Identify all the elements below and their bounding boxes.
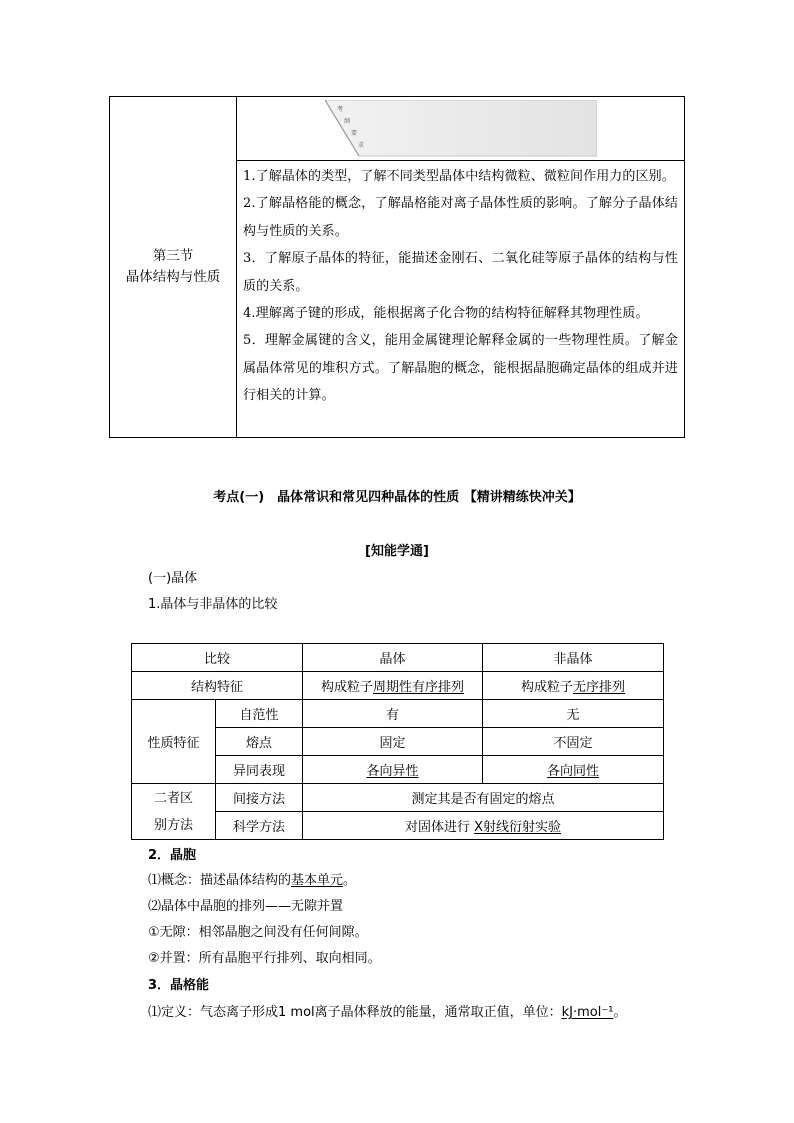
section-title: 考点(一) 晶体常识和常见四种晶体的性质 【精讲精练快冲关】 [213, 490, 581, 505]
table-header: 非晶体 [483, 644, 664, 672]
table-cell: 性质特征 [132, 700, 216, 784]
table-row [132, 784, 664, 812]
body-key: 基本单元 [291, 873, 344, 888]
banner-graphic [325, 100, 597, 158]
body-text: 。 [343, 873, 357, 888]
comparison-table [131, 643, 664, 840]
banner-word: 要 [351, 130, 358, 137]
body-line [148, 1001, 626, 1020]
table-cell: 无 [483, 700, 664, 728]
cell-text: 别方法 [153, 817, 193, 833]
table-cell: 固定 [303, 728, 483, 756]
body-line [148, 869, 356, 888]
table-cell [303, 812, 664, 840]
table-row [132, 672, 664, 700]
cell-key: 无序排列 [573, 680, 626, 695]
table-cell [483, 672, 664, 700]
requirement-item: 1.了解晶体的类型，了解不同类型晶体中结构微粒、微粒间作用力的区别。 [243, 169, 675, 184]
item-heading: 2．晶胞 [148, 848, 197, 863]
banner-word: 纲 [344, 118, 351, 125]
table-header: 晶体 [303, 644, 483, 672]
cell-key: 各向异性 [366, 764, 419, 779]
item-heading: 3．晶格能 [148, 978, 210, 993]
requirement-item: 3．了解原子晶体的特征，能描述金刚石、二氧化硅等原子晶体的结构与性质的关系。 [243, 251, 678, 294]
outline-requirements [237, 161, 684, 437]
table-cell: 熔点 [216, 728, 303, 756]
body-line: ①无隙：相邻晶胞之间没有任何间隙。 [148, 925, 368, 940]
table-cell [303, 672, 483, 700]
section-name: 晶体结构与性质 [125, 269, 221, 285]
body-key: kJ·mol⁻¹ [561, 1005, 614, 1020]
table-cell: 不固定 [483, 728, 664, 756]
table-cell: 结构特征 [132, 672, 303, 700]
table-cell: 自范性 [216, 700, 303, 728]
outline-banner-cell [237, 97, 684, 161]
table-cell [132, 784, 216, 840]
requirement-item: 2.了解晶格能的概念，了解晶格能对离子晶体性质的影响。了解分子晶体结构与性质的关系。 [243, 196, 678, 239]
cell-text: 对固体进行 [404, 820, 475, 835]
table-row [132, 700, 664, 728]
body-line: ②并置：所有晶胞平行排列、取向相同。 [148, 951, 381, 966]
table-cell: 科学方法 [216, 812, 303, 840]
item-heading: 1.晶体与非晶体的比较 [148, 597, 278, 612]
table-header: 比较 [132, 644, 303, 672]
subheading: [知能学通] [365, 544, 429, 559]
banner-word: 求 [358, 142, 365, 149]
cell-text: 构成粒子 [521, 680, 574, 695]
outline-section-cell [110, 97, 237, 437]
cell-text: 构成粒子 [321, 680, 374, 695]
table-row [132, 644, 664, 672]
part-heading: (一)晶体 [148, 571, 198, 586]
table-cell [303, 756, 483, 784]
table-cell: 间接方法 [216, 784, 303, 812]
cell-key: X射线衍射实验 [474, 820, 562, 835]
requirement-item: 4.理解离子键的形成，能根据离子化合物的结构特征解释其物理性质。 [243, 306, 649, 322]
body-text: ⑴定义：气态离子形成1 mol离子晶体释放的能量，通常取正值，单位： [148, 1005, 562, 1020]
section-number: 第三节 [152, 248, 194, 264]
cell-text: 二者区 [153, 790, 193, 806]
requirement-item: 5．理解金属键的含义，能用金属键理论解释金属的一些物理性质。了解金属晶体常见的堆积方式。了解晶胞的概念，能根据晶胞确定晶体的组成并进行相关的计算。 [243, 333, 678, 404]
table-cell: 有 [303, 700, 483, 728]
table-cell: 异同表现 [216, 756, 303, 784]
cell-key: 各向同性 [547, 764, 600, 779]
table-cell [483, 756, 664, 784]
body-line: ⑵晶体中晶胞的排列——无隙并置 [148, 899, 344, 914]
cell-key: 周期性有序排列 [373, 680, 465, 695]
body-text: ⑴概念：描述晶体结构的 [148, 873, 292, 888]
banner-word: 考 [337, 106, 344, 113]
table-cell: 测定其是否有固定的熔点 [303, 784, 664, 812]
body-text: 。 [613, 1005, 627, 1020]
outline-table [109, 96, 685, 438]
